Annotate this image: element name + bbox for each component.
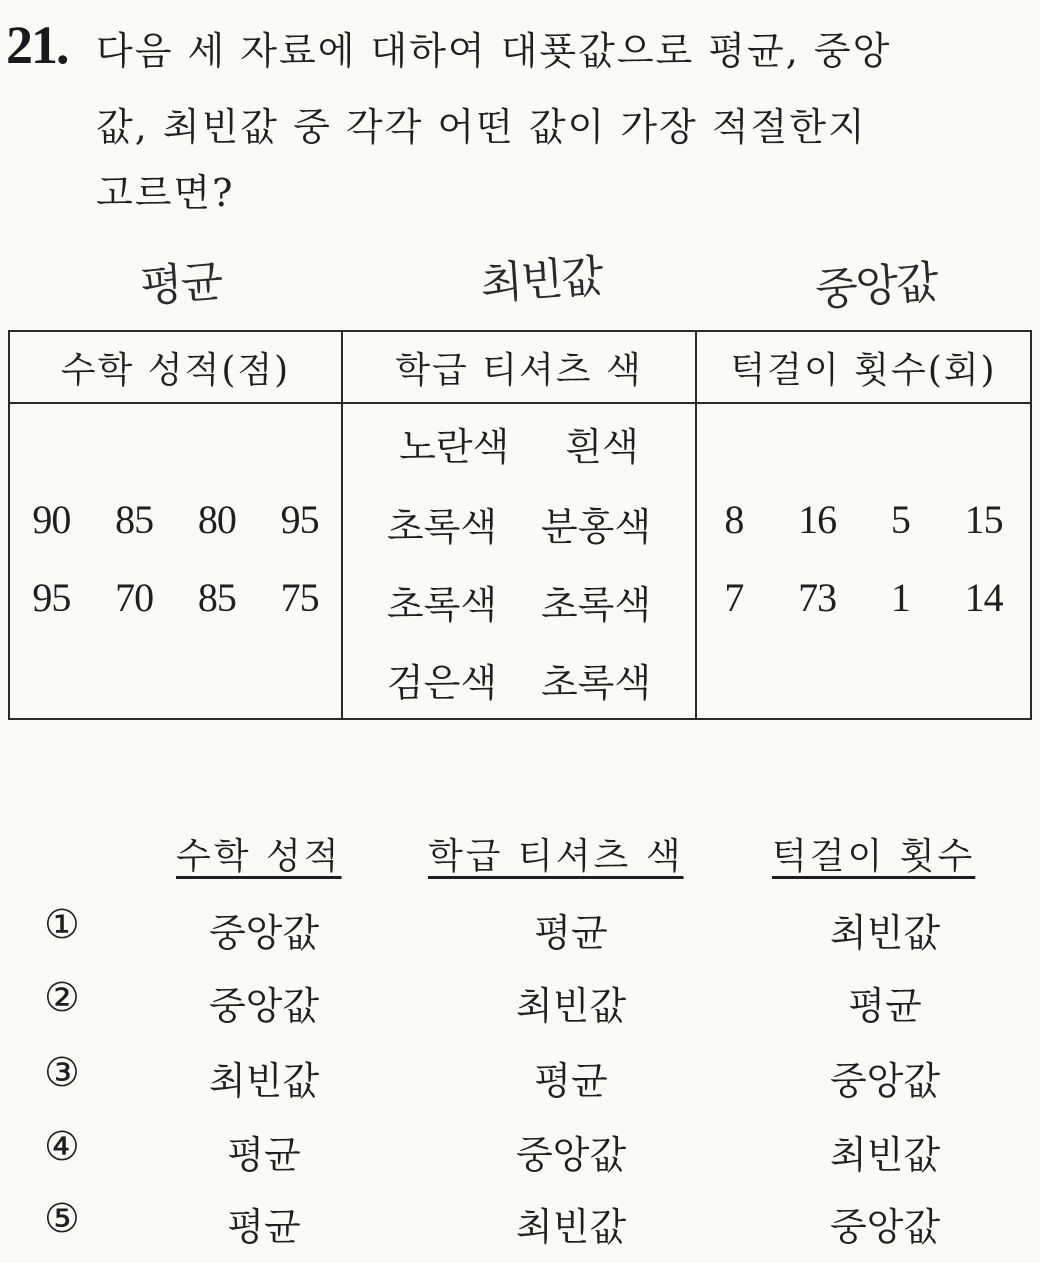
table-cell: 7 [724,575,744,620]
table-cell: 흰색 [565,425,639,469]
table-cell: 검은색 [386,661,498,705]
shirt-colors-row-2 [343,496,695,551]
choice-value: 최빈값 [208,1059,320,1103]
choice-value: 최빈값 [515,984,627,1028]
shirt-colors-column [343,332,697,718]
choice-value: 평균 [848,984,922,1028]
table-cell: 73 [798,575,837,620]
table-cell: 1 [890,575,910,620]
pullups-row-1 [697,496,1030,543]
choice-value: 평균 [534,911,608,955]
choice-marker: ② [44,975,80,1021]
handwritten-note-math: 평균 [138,256,224,313]
choice-value: 중앙값 [829,1205,941,1249]
question-text-line-1: 다음 세 자료에 대하여 대푯값으로 평균, 중앙 [96,29,892,73]
choice-value: 중앙값 [208,911,320,955]
table-cell: 85 [197,575,236,620]
choice-value: 최빈값 [515,1205,627,1249]
table-cell: 초록색 [540,661,652,705]
math-scores-column [10,332,343,718]
math-scores-row-1 [10,496,341,543]
table-cell: 14 [964,575,1003,620]
table-cell: 노란색 [399,425,510,469]
answer-choice-3[interactable] [0,1050,1040,1116]
choice-value: 평균 [227,1205,301,1249]
choice-value: 중앙값 [208,984,320,1028]
question-text-line-3: 고르면? [96,171,235,215]
table-cell: 70 [115,575,154,620]
choice-value: 중앙값 [829,1059,941,1103]
choice-value: 최빈값 [829,1133,941,1177]
handwritten-note-shirt: 최빈값 [478,250,604,311]
choice-value: 평균 [227,1133,301,1177]
choices-header-math: 수학 성적 [176,836,342,877]
choice-value: 최빈값 [829,911,941,955]
choice-value: 평균 [534,1059,608,1103]
choice-marker: ⑤ [44,1196,80,1242]
table-cell: 85 [115,497,154,542]
question-number: 21. [6,15,68,75]
question-text-line-2: 값, 최빈값 중 각각 어떤 값이 가장 적절한지 [96,105,867,149]
table-cell: 초록색 [540,583,652,627]
answer-choice-1[interactable] [0,902,1040,968]
math-scores-header: 수학 성적(점) [10,332,341,404]
table-cell: 분홍색 [540,505,652,549]
table-cell: 95 [280,497,319,542]
math-scores-row-2 [10,574,341,621]
table-cell: 90 [32,497,71,542]
table-cell: 75 [280,575,319,620]
pullups-header: 턱걸이 횟수(회) [697,332,1030,404]
handwritten-note-pullup: 중앙값 [813,256,939,317]
table-cell: 8 [724,497,744,542]
table-cell: 80 [197,497,236,542]
pullups-column [697,332,1030,718]
choice-marker: ① [44,902,80,948]
shirt-colors-row-3 [343,574,695,629]
answer-choice-5[interactable] [0,1196,1040,1262]
answer-choice-4[interactable] [0,1124,1040,1190]
data-table [8,330,1032,720]
choice-marker: ③ [44,1050,80,1096]
shirt-colors-row-1 [343,416,695,471]
shirt-colors-row-4 [343,652,695,707]
table-cell: 초록색 [386,583,498,627]
table-cell: 5 [890,497,910,542]
answer-choice-2[interactable] [0,975,1040,1041]
choice-marker: ④ [44,1124,80,1170]
choices-header-shirt: 학급 티셔츠 색 [428,836,684,877]
choice-value: 중앙값 [515,1133,627,1177]
choices-header-pullups: 턱걸이 횟수 [772,836,976,877]
table-cell: 초록색 [386,505,498,549]
shirt-colors-header: 학급 티셔츠 색 [343,332,695,404]
pullups-row-2 [697,574,1030,621]
table-cell: 15 [964,497,1003,542]
table-cell: 95 [32,575,71,620]
table-cell: 16 [798,497,837,542]
